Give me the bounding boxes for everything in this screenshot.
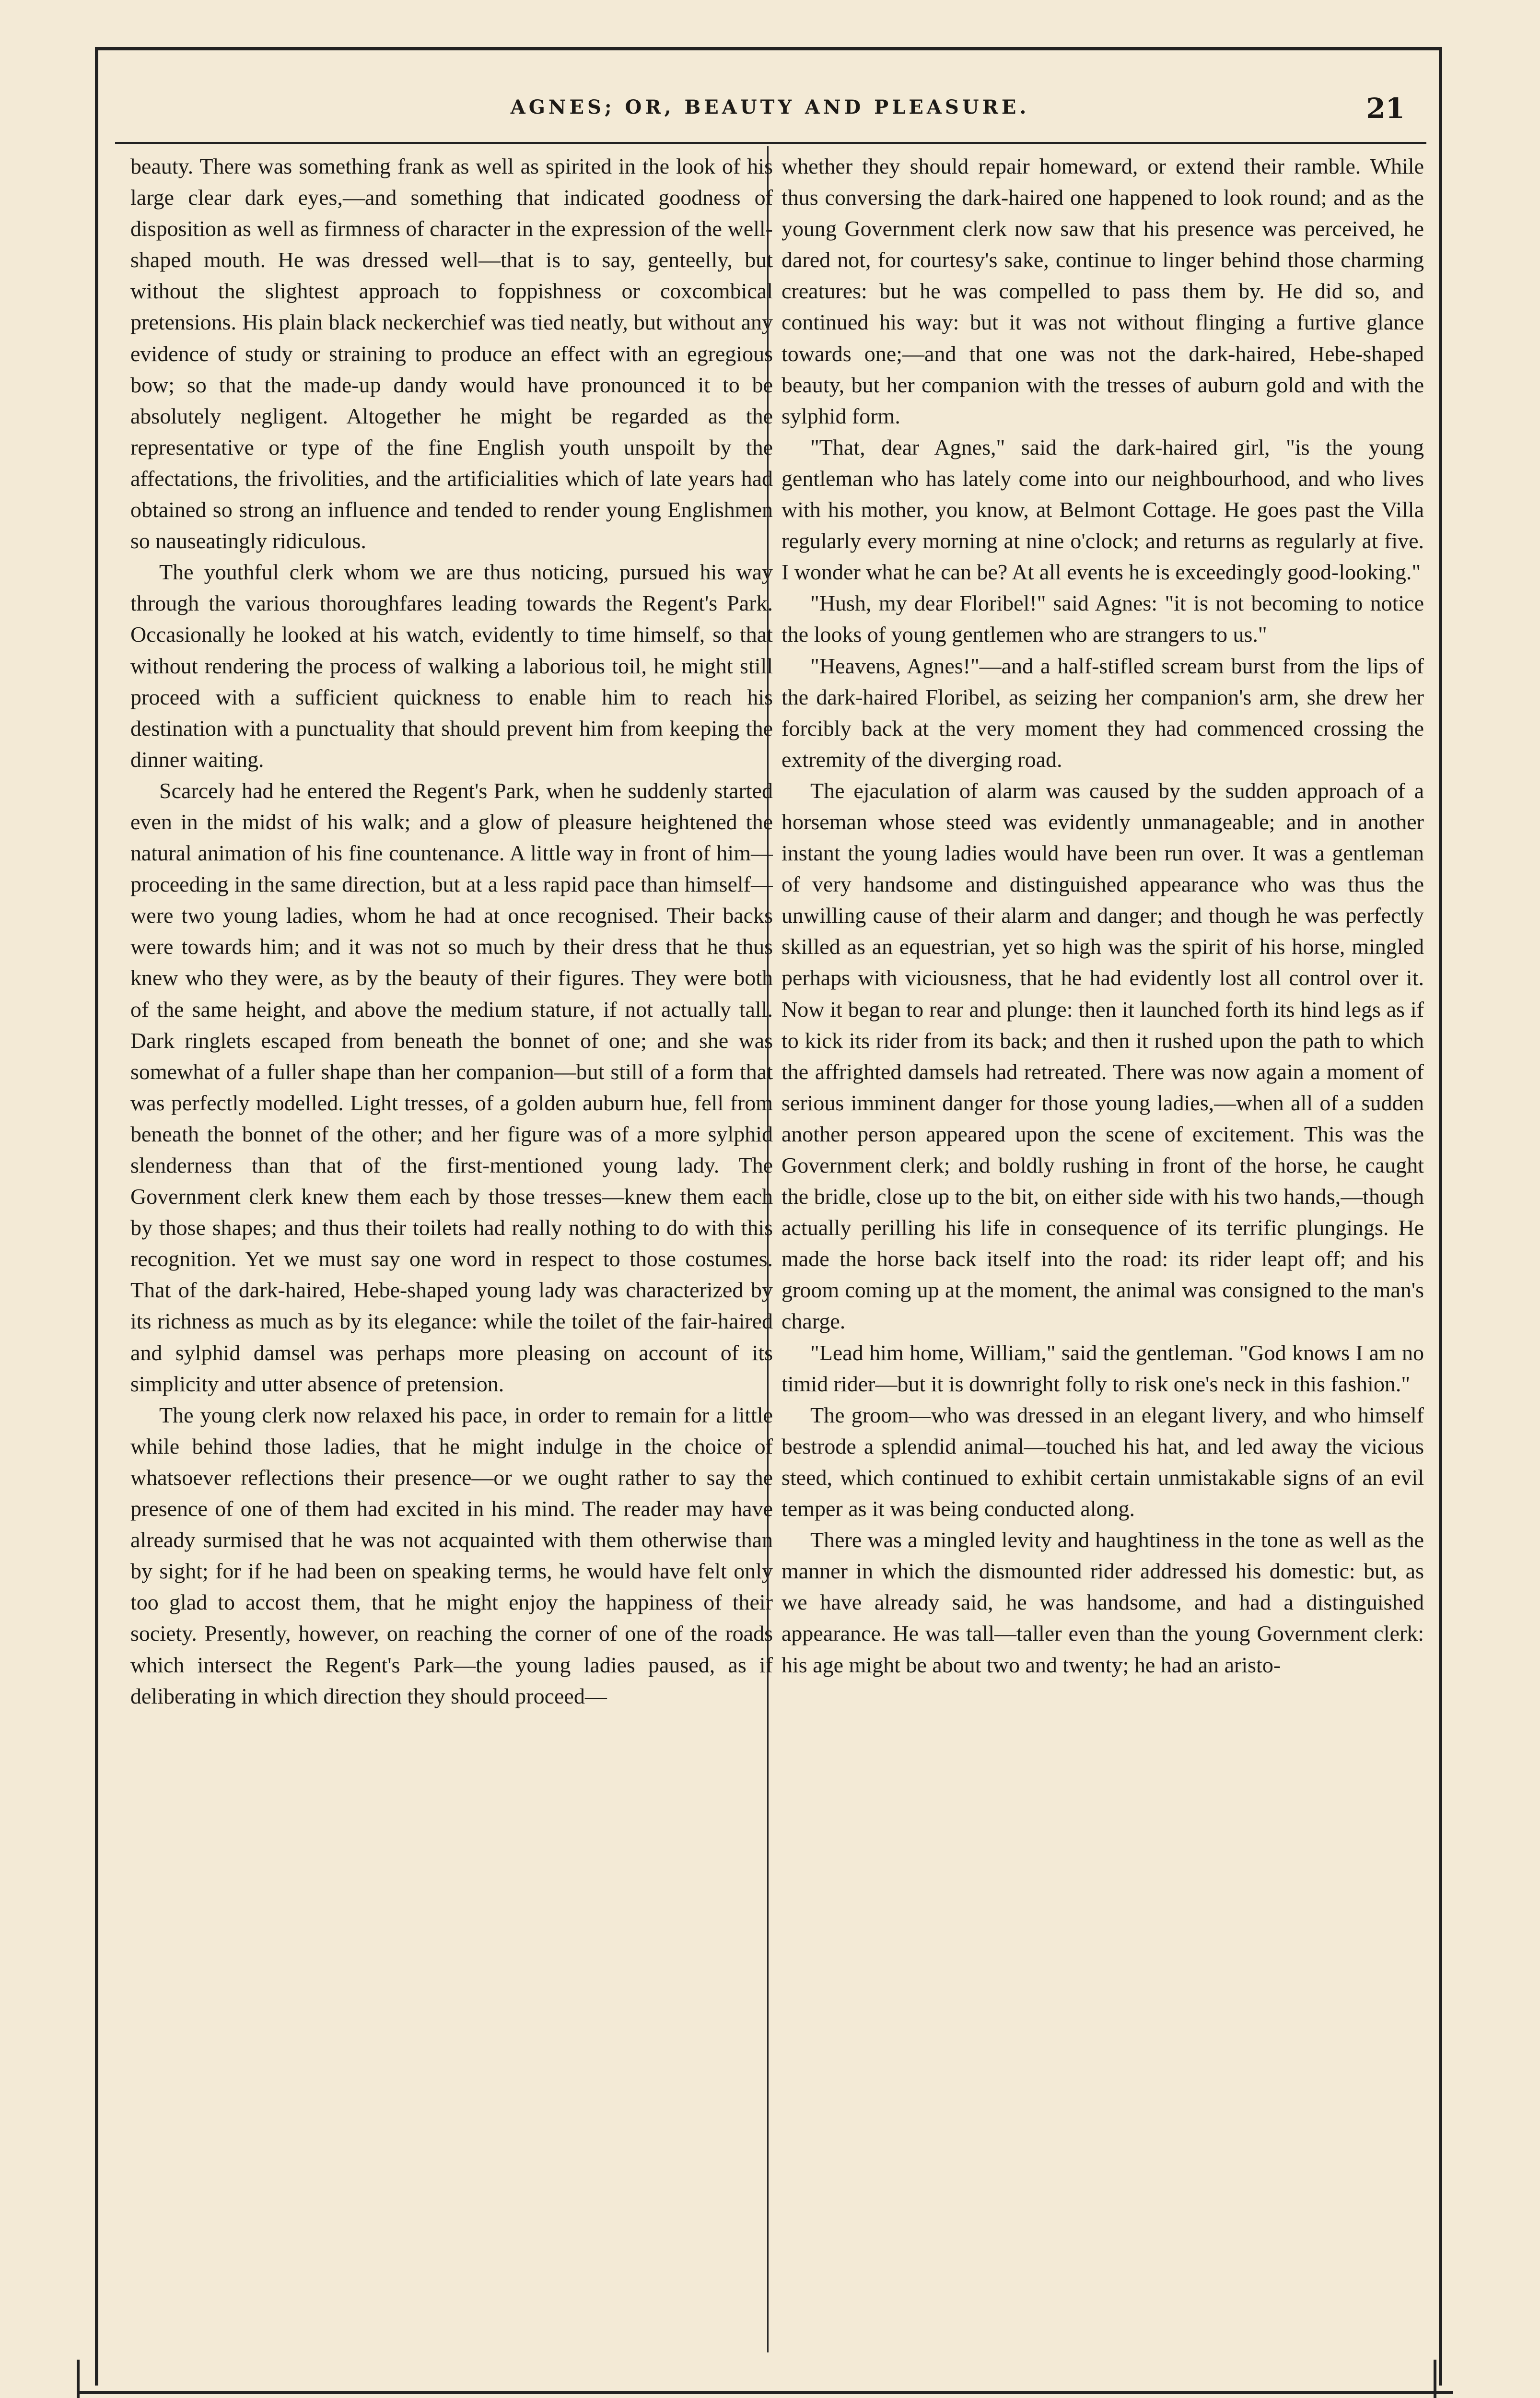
paragraph: whether they should repair homeward, or extend their ramble. While thus conversing the dark-haired one happened to look round; and as the young Government clerk now saw that his presence was perceived, he dared not, for courtesy's sake, continue to linger behind those charming creatures: but he was compelled to pass them by. He did so, and continued his way: but it was not without flinging a furtive glance towards one;—and that one was not the dark-haired, Hebe-shaped beauty, but her companion with the tresses of auburn gold and with the sylphid form. xyxy=(782,154,1424,428)
paragraph: The young clerk now relaxed his pace, in order to remain for a little while behind those ladies, that he might indulge in the choice of whatsoever reflections their presence—or we ought rather to say the presence of one of them had excited in his mind. The reader may have already surmised that he was not acquainted with them otherwise than by sight; for if he had been on speaking terms, he would have felt only too glad to accost them, that he might enjoy the happiness of their society. Presently, however, on reaching the corner of one of the roads which intersect the Regent's Park—the young ladies paused, as if deliberating in which direction they should proceed— xyxy=(130,1402,773,1708)
paragraph: "Lead him home, William," said the gentleman. "God knows I am no timid rider—but it is downright folly to risk one's neck in this fashion." xyxy=(782,1340,1424,1396)
paragraph: The youthful clerk whom we are thus noticing, pursued his way through the various thoroughfares leading towards the Regent's Park. Occasionally he looked at his watch, evidently to time himself, so that without rendering the process of walking a laborious toil, he might still proceed with a sufficient quickness to enable him to reach his destination with a punctuality that should prevent him from keeping the dinner waiting. xyxy=(130,560,773,772)
running-title: AGNES; OR, BEAUTY AND PLEASURE. xyxy=(510,96,1030,118)
paragraph: "Heavens, Agnes!"—and a half-stifled scream burst from the lips of the dark-haired Floribel, as seizing her companion's arm, she drew her forcibly back at the very moment they had commenced crossing the extremity of the diverging road. xyxy=(782,653,1424,772)
left-column xyxy=(130,151,773,2338)
header-rule xyxy=(115,142,1426,144)
paragraph: "That, dear Agnes," said the dark-haired girl, "is the young gentleman who has lately come into our neighbourhood, and who lives with his mother, you know, at Belmont Cottage. He goes past the Villa regularly every morning at nine o'clock; and returns as regularly at five. I wonder what he can be? At all events he is exceedingly good-looking." xyxy=(782,435,1424,585)
right-column xyxy=(782,151,1424,2338)
page-number: 21 xyxy=(1366,92,1405,125)
paragraph: The ejaculation of alarm was caused by the sudden approach of a horseman whose steed was evidently unmanageable; and in another instant the young ladies would have been run over. It was a gentleman of very handsome and distinguished appearance who was thus the unwilling cause of their alarm and danger; and though he was perfectly skilled as an equestrian, yet so high was the spirit of his horse, mingled perhaps with viciousness, that he had evidently lost all control over it. Now it began to rear and plunge: then it launched forth its hind legs as if to kick its rider from its back; and then it rushed upon the path to which the affrighted damsels had retreated. There was now again a moment of serious imminent danger for those young ladies,—when all of a sudden another person appeared upon the scene of excitement. This was the Government clerk; and boldly rushing in front of the horse, he caught the bridle, close up to the bit, on either side with his two hands,—though actually perilling his life in consequence of its terrific plungings. He made the horse back itself into the road: its rider leapt off; and his groom coming up at the moment, the animal was consigned to the man's charge. xyxy=(782,778,1424,1334)
paragraph: beauty. There was something frank as well as spirited in the look of his large clear dark eyes,—and something that indicated goodness of disposition as well as firmness of character in the expression of the well-shaped mouth. He was dressed well—that is to say, genteelly, but without the slightest approach to foppishness or coxcombical pretensions. His plain black neckerchief was tied neatly, but without any evidence of study or straining to produce an effect with an egregious bow; so that the made-up dandy would have pronounced it to be absolutely negligent. Altogether he might be regarded as the representative or type of the fine English youth unspoilt by the affectations, the frivolities, and the artificialities which of late years had obtained so strong an influence and tended to render young Englishmen so nauseatingly ridiculous. xyxy=(130,154,773,553)
paragraph: There was a mingled levity and haughtiness in the tone as well as the manner in which the dismounted rider addressed his domestic: but, as we have already said, he was handsome, and had a distinguished appearance. He was tall—taller even than the young Government clerk: his age might be about two and twenty; he had an aristo- xyxy=(782,1528,1424,1677)
bottom-right-tick xyxy=(1434,2360,1436,2398)
paragraph: "Hush, my dear Floribel!" said Agnes: "it is not becoming to notice the looks of young gentlemen who are strangers to us." xyxy=(782,591,1424,647)
paragraph: The groom—who was dressed in an elegant livery, and who himself bestrode a splendid animal—touched his hat, and led away the vicious steed, which continued to exhibit certain unmistakable signs of an evil temper as it was being conducted along. xyxy=(782,1402,1424,1521)
bottom-rule xyxy=(77,2391,1453,2394)
paragraph: Scarcely had he entered the Regent's Park, when he suddenly started even in the midst of his walk; and a glow of pleasure heightened the natural animation of his fine countenance. A little way in front of him—proceeding in the same direction, but at a less rapid pace than himself—were two young ladies, whom he had at once recognised. Their backs were towards him; and it was not so much by their dress that he thus knew who they were, as by the beauty of their figures. They were both of the same height, and above the medium stature, if not actually tall. Dark ringlets escaped from beneath the bonnet of one; and she was somewhat of a fuller shape than her companion—but still of a form that was perfectly modelled. Light tresses, of a golden auburn hue, fell from beneath the bonnet of the other; and her figure was of a more sylphid slenderness than that of the first-mentioned young lady. The Government clerk knew them each by those tresses—knew them each by those shapes; and thus their toilets had really nothing to do with this recognition. Yet we must say one word in respect to those costumes. That of the dark-haired, Hebe-shaped young lady was characterized by its richness as much as by its elegance: while the toilet of the fair-haired and sylphid damsel was perhaps more pleasing on account of its simplicity and utter absence of pretension. xyxy=(130,778,773,1396)
bottom-left-tick xyxy=(77,2360,80,2398)
